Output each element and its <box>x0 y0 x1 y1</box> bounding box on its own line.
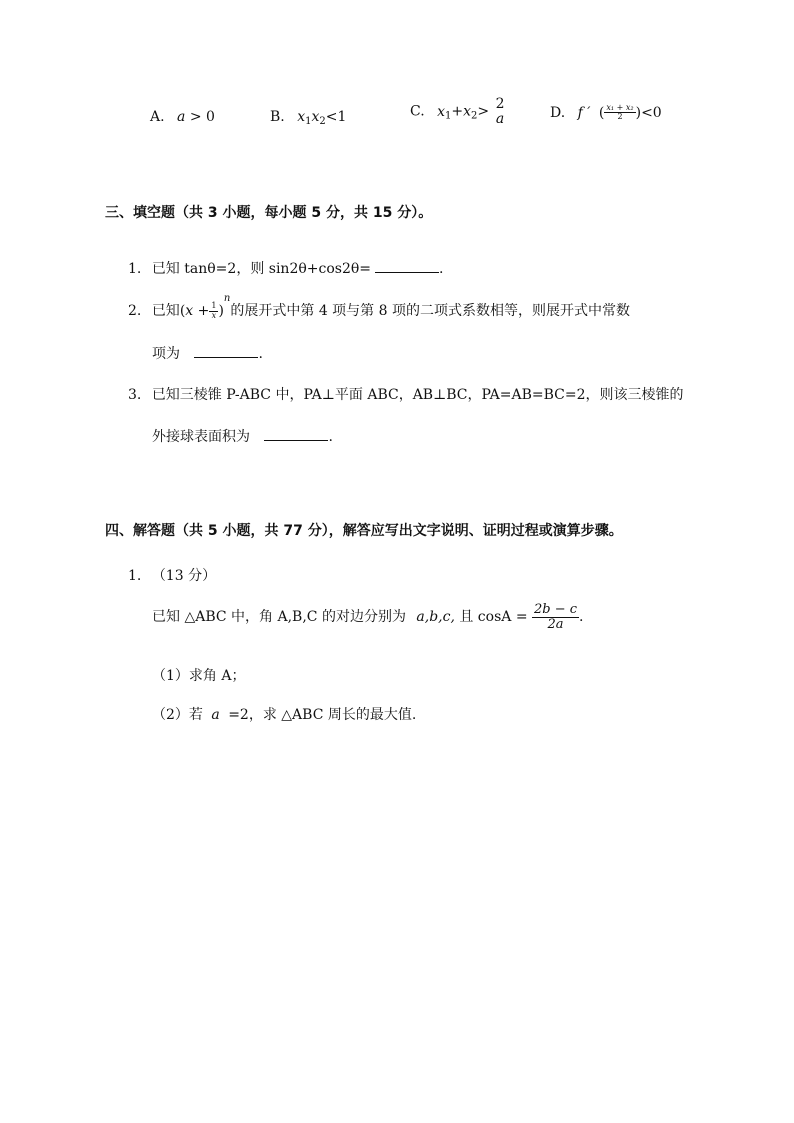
s3-q3-end: . <box>328 429 333 445</box>
s3-q2-answer-blank <box>194 345 258 358</box>
option-d-frac-den: 2 <box>617 112 623 122</box>
s3-q1-number: 1. <box>128 261 142 277</box>
option-b <box>270 109 346 127</box>
section4-heading: 四、解答题（共 5 小题，共 77 分），解答应写出文字说明、证明过程或演算步骤。 <box>105 523 623 539</box>
s4-q1-frac-den: 2a <box>547 616 564 632</box>
option-b-sub1: 1 <box>305 116 312 127</box>
option-c-frac-den: a <box>495 110 505 127</box>
s3-q3-line2 <box>152 426 333 446</box>
option-c-gt: > <box>477 103 490 120</box>
option-c-x1: x <box>437 103 446 120</box>
option-b-x1: x <box>297 109 306 125</box>
s4-q1-points: （13 分） <box>151 568 217 584</box>
option-b-label: B. <box>270 109 285 125</box>
s3-q2-x: x + <box>185 303 210 319</box>
option-c-sub2: 2 <box>471 110 478 122</box>
s4-q1-pre: 已知 △ABC 中，角 A,B,C 的对边分别为 <box>152 609 406 626</box>
option-b-rel: <1 <box>325 109 347 125</box>
option-d-close: )<0 <box>635 104 662 121</box>
s3-q2-frac-den: x <box>211 310 217 320</box>
s4-q1-end: . <box>579 609 584 626</box>
s4-q1-vars: a,b,c, <box>416 609 455 626</box>
s4-q1-sub2-pre: （2）若 <box>152 707 203 723</box>
s3-q2-frac-num: 1 <box>211 301 217 311</box>
s3-q2-line2 <box>152 343 263 363</box>
option-c-fraction <box>494 97 507 126</box>
s3-q1-answer-blank <box>375 260 439 273</box>
option-d-f: f ′ <box>577 104 591 121</box>
option-c-sub1: 1 <box>445 110 452 122</box>
option-c-x2: x <box>463 103 472 120</box>
option-d-frac-num: x₁ + x₂ <box>606 103 634 112</box>
s3-question-1 <box>128 258 444 278</box>
s3-q2-text: 的展开式中第 4 项与第 8 项的二项式系数相等，则展开式中常数 <box>230 303 630 319</box>
s3-q2-end: . <box>258 346 263 362</box>
s3-q1-text: 已知 tanθ=2，则 sin2θ+cos2θ= <box>151 261 372 277</box>
option-c <box>410 97 507 126</box>
option-a <box>150 109 215 125</box>
s4-q1-mid: 且 cosA = <box>459 609 528 626</box>
s4-q1-statement <box>152 603 584 631</box>
option-d-open: ( <box>598 104 605 121</box>
section3-heading: 三、填空题（共 3 小题，每小题 5 分，共 15 分）。 <box>105 205 433 221</box>
s3-q2-pre: 已知 <box>151 303 180 319</box>
option-c-plus: + <box>451 103 464 120</box>
option-b-x2: x <box>311 109 320 125</box>
s4-q1-fraction <box>532 603 579 631</box>
s4-q1-sub2-post: =2，求 △ABC 周长的最大值. <box>228 707 417 723</box>
option-d-label: D. <box>550 104 566 121</box>
s3-question-2 <box>128 293 630 320</box>
option-d-fraction <box>604 104 635 122</box>
s4-q1-sub2-var: a <box>211 707 220 723</box>
s3-question-3 <box>128 384 684 404</box>
s4-q1-number: 1. <box>128 568 142 584</box>
s3-q3-text: 已知三棱锥 P-ABC 中，PA⊥平面 ABC，AB⊥BC，PA=AB=BC=2，则该三棱锥的 <box>151 387 684 403</box>
s4-q1-sub1: （1）求角 A； <box>152 668 246 684</box>
option-b-sub2: 2 <box>319 116 326 127</box>
s4-q1-frac-num: 2b − c <box>534 602 578 617</box>
option-a-rel: > 0 <box>189 109 215 125</box>
option-d <box>550 104 662 122</box>
s3-q3-line2-text: 外接球表面积为 <box>152 429 250 445</box>
option-a-var: a <box>177 109 186 125</box>
s4-q1-sub2 <box>152 704 416 724</box>
s3-q2-number: 2. <box>128 303 142 319</box>
s3-q1-end: . <box>439 261 444 277</box>
s3-q2-open: ( <box>179 303 186 319</box>
s3-q3-answer-blank <box>264 428 328 441</box>
option-c-label: C. <box>410 103 425 120</box>
s3-q2-exponent: n <box>223 293 231 305</box>
option-c-frac-num: 2 <box>495 96 505 112</box>
s4-question-1 <box>128 565 216 585</box>
option-a-label: A. <box>150 109 165 125</box>
s3-q2-line2-text: 项为 <box>152 346 180 362</box>
s3-q3-number: 3. <box>128 387 142 403</box>
s3-q2-close: ) <box>218 303 224 319</box>
